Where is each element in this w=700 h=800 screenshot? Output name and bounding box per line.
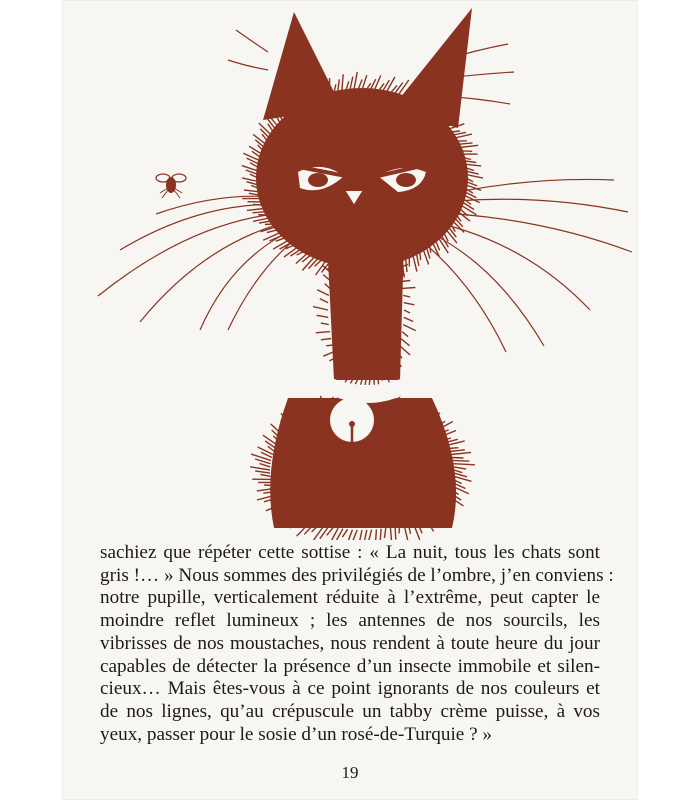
text-line: notre pupille, verticalement réduite à l’extrême, peut capter le: [100, 587, 600, 609]
cat-neck: [327, 240, 404, 380]
fur-stroke: [454, 470, 462, 473]
fur-stroke: [402, 288, 415, 289]
text-line: de nos lignes, qu’au crépuscule un tabby crème puisse, à vos: [100, 700, 600, 722]
fur-stroke: [465, 164, 481, 166]
fur-stroke: [448, 448, 458, 449]
fur-stroke: [342, 529, 347, 537]
fur-stroke: [314, 89, 315, 100]
fur-stroke: [369, 530, 372, 540]
fur-stroke: [362, 75, 367, 90]
fur-stroke: [354, 72, 358, 90]
fur-stroke: [263, 233, 280, 241]
fur-stroke: [358, 229, 359, 242]
fur-stroke: [253, 218, 269, 221]
fur-stroke: [454, 467, 466, 469]
fur-stroke: [261, 475, 271, 477]
fur-stroke: [403, 325, 416, 331]
text-line: capables de détecter la présence d’un insecte immobile et silen-: [100, 655, 600, 677]
cat-icon: [98, 8, 632, 540]
fur-stroke: [320, 299, 328, 303]
whisker-stroke: [228, 60, 268, 70]
fur-stroke: [404, 310, 410, 313]
fur-stroke: [317, 315, 329, 317]
whisker-stroke: [236, 30, 268, 52]
fur-stroke: [255, 471, 270, 473]
fur-stroke: [395, 526, 396, 540]
fur-stroke: [380, 529, 381, 540]
fur-stroke: [325, 284, 330, 289]
fur-stroke: [352, 530, 357, 540]
text-line: sachiez que répéter cette sottise : « La nuit, tous les chats sont: [100, 542, 600, 563]
fur-stroke: [342, 74, 344, 91]
fur-stroke: [394, 83, 403, 95]
fur-stroke: [363, 530, 367, 540]
fur-stroke: [404, 303, 415, 305]
fur-stroke: [358, 530, 363, 540]
fur-stroke: [253, 212, 266, 213]
left-pupil: [308, 173, 328, 187]
cat-illustration: [62, 0, 638, 540]
fur-stroke: [401, 339, 410, 346]
fur-stroke: [420, 251, 421, 260]
fur-stroke: [450, 450, 465, 452]
bell-hole: [349, 421, 355, 427]
fur-stroke: [267, 230, 278, 233]
fur-stroke: [250, 467, 270, 470]
fur-stroke: [321, 339, 331, 340]
fur-stroke: [260, 464, 271, 467]
fur-stroke: [326, 345, 333, 346]
text-line: moindre reflet lumineux ; les antennes de nos sourcils, les: [100, 610, 600, 632]
fur-stroke: [390, 527, 392, 540]
fur-stroke: [460, 145, 479, 147]
fur-stroke: [316, 332, 330, 333]
fur-stroke: [242, 178, 258, 182]
fur-stroke: [452, 458, 464, 459]
fur-stroke: [458, 143, 472, 144]
fur-stroke: [247, 209, 265, 211]
fur-stroke: [404, 317, 413, 321]
right-pupil: [396, 173, 416, 187]
fur-stroke: [453, 461, 469, 462]
fur-stroke: [451, 452, 471, 454]
text-line: vibrisses de nos moustaches, nous rendent à toute heure du jour: [100, 632, 600, 654]
fur-stroke: [466, 175, 483, 179]
fur-stroke: [290, 249, 301, 256]
fur-stroke: [461, 151, 472, 152]
page-number: 19: [341, 763, 359, 782]
text-line: gris !… » Nous sommes des privilégiés de l’ombre, j’en conviens :: [100, 564, 614, 586]
text-line: cieux… Mais êtes-vous à ce point ignorants de nos couleurs et: [100, 678, 600, 700]
fur-stroke: [313, 307, 328, 310]
fly-icon: [156, 174, 186, 198]
body-text: [100, 542, 614, 746]
fur-stroke: [259, 221, 271, 223]
fur-stroke: [264, 485, 273, 486]
text-line: yeux, passer pour le sosie d’un rosé-de-Turquie ? »: [100, 723, 493, 745]
fur-stroke: [265, 441, 276, 449]
fur-stroke: [402, 332, 408, 337]
fur-stroke: [451, 131, 460, 132]
fur-stroke: [353, 234, 354, 243]
fur-stroke: [375, 529, 376, 540]
fur-stroke: [384, 528, 385, 538]
fur-stroke: [416, 253, 419, 266]
fur-stroke: [454, 464, 475, 465]
fur-stroke: [321, 323, 329, 325]
fur-stroke: [426, 247, 430, 259]
fur-stroke: [449, 227, 457, 237]
fur-stroke: [403, 295, 410, 297]
fur-stroke: [413, 255, 417, 272]
fur-stroke: [453, 132, 466, 135]
fur-stroke: [401, 281, 411, 282]
fur-stroke: [382, 374, 383, 381]
fur-stroke: [265, 224, 273, 225]
fur-stroke: [317, 290, 329, 296]
fur-stroke: [346, 530, 352, 540]
